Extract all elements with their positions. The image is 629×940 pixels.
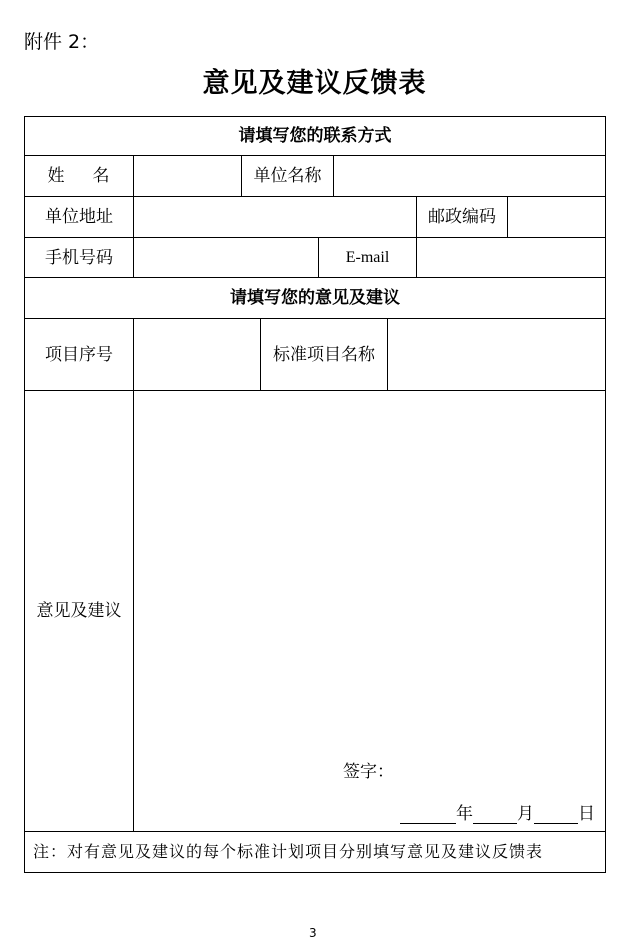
email-label: E-mail: [345, 248, 390, 266]
postal-code-input[interactable]: [508, 197, 605, 237]
signature-input[interactable]: [392, 758, 602, 788]
standard-item-name-input[interactable]: [388, 319, 605, 390]
form-title: 意见及建议反馈表: [202, 68, 427, 99]
standard-item-name-label: 标准项目名称: [273, 344, 375, 365]
month-label: 月: [517, 804, 534, 824]
mobile-input[interactable]: [134, 238, 318, 277]
opinion-textarea[interactable]: [134, 391, 605, 751]
page-number: 3: [309, 926, 317, 940]
email-input[interactable]: [417, 238, 605, 277]
opinion-label: 意见及建议: [36, 601, 122, 621]
contact-section-heading: 请填写您的联系方式: [238, 125, 392, 146]
attachment-label: 附件 2：: [24, 31, 100, 53]
unit-address-input[interactable]: [134, 197, 416, 237]
item-number-input[interactable]: [134, 319, 260, 390]
signature-label: 签字：: [343, 762, 394, 782]
table-border-right: [605, 116, 606, 873]
postal-code-label: 邮政编码: [428, 207, 496, 227]
name-label: 姓名: [47, 166, 138, 186]
opinion-section-heading: 请填写您的意见及建议: [230, 288, 400, 308]
footnote: 注：对有意见及建议的每个标准计划项目分别填写意见及建议反馈表: [33, 842, 544, 861]
row-divider-opinion: [24, 831, 606, 832]
table-border-bottom: [24, 872, 606, 873]
year-label: 年: [456, 804, 473, 824]
unit-address-label: 单位地址: [45, 207, 113, 227]
unit-name-input[interactable]: [334, 156, 605, 196]
unit-name-label: 单位名称: [253, 166, 322, 186]
date-row: [400, 802, 595, 824]
mobile-label: 手机号码: [45, 247, 113, 268]
name-input[interactable]: [134, 156, 241, 196]
day-label: 日: [578, 804, 595, 824]
day-blank[interactable]: [534, 805, 578, 824]
year-blank[interactable]: [400, 805, 456, 824]
item-number-label: 项目序号: [45, 344, 113, 365]
month-blank[interactable]: [473, 805, 517, 824]
